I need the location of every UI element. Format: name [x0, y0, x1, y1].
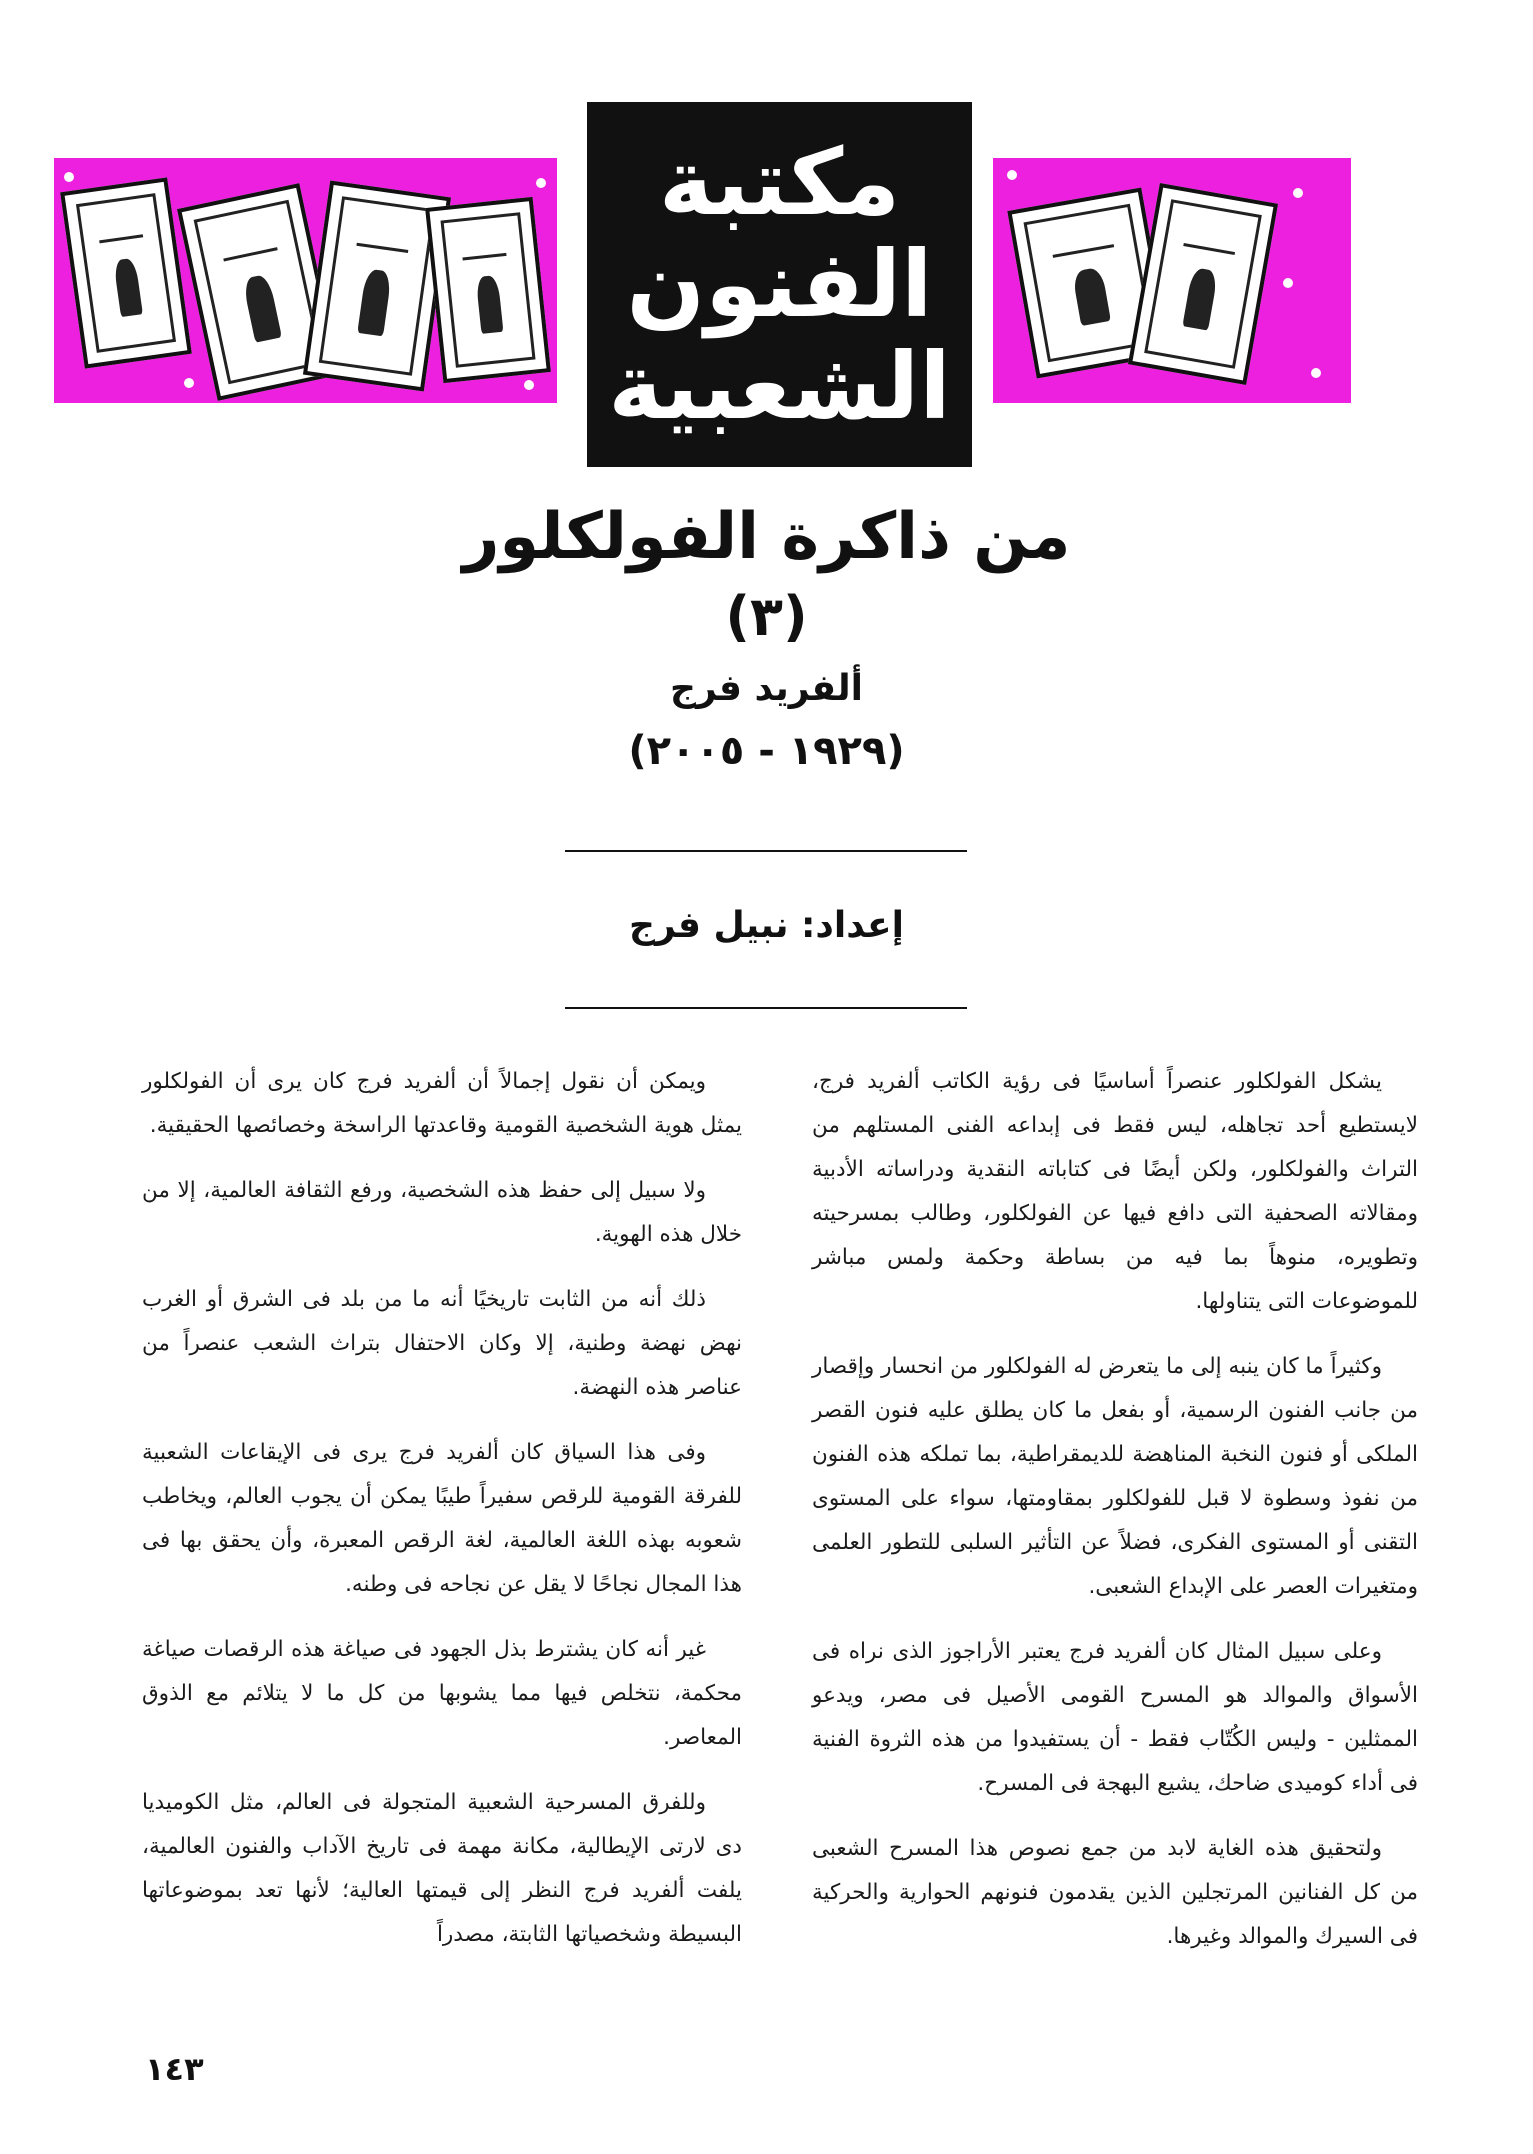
body-paragraph: يشكل الفولكلور عنصراً أساسيًا فى رؤية الكاتب ألفريد فرج، لايستطيع أحد تجاهله، ليس فقط فى إبداعه الفنى المستلهم من التراث والفولكلور، ولكن أيضًا فى كتاباته النقدية ودراساته الأدبية ومقالاته الصحفية التى دافع فيها عن الفولكلور، وطالب بمسرحيته وتطويره، منوهاً بما فيه من بساطة وحكمة ولمس مباشر للموضوعات التى يتناولها.	[812, 1069, 1418, 1314]
series-logo-line: مكتبة	[658, 128, 901, 236]
article-title: من ذاكرة الفولكلور	[462, 500, 1071, 574]
body-column-left	[142, 1060, 742, 1978]
series-logo-line: الشعبية	[608, 332, 951, 440]
body-column-right	[812, 1060, 1418, 1980]
article-subject: ألفريد فرج	[670, 668, 863, 709]
body-paragraph: وعلى سبيل المثال كان ألفريد فرج يعتبر الأراجوز الذى نراه فى الأسواق والموالد هو المسرح القومى الأصيل فى مصر، ويدعو الممثلين - وليس الكُتّاب فقط - أن يستفيدوا من هذه الثروة الفنية فى أداء كوميدى ضاحك، يشيع البهجة فى المسرح.	[812, 1639, 1418, 1796]
decorative-dot	[1293, 188, 1303, 198]
body-paragraph: ويمكن أن نقول إجمالاً أن ألفريد فرج كان يرى أن الفولكلور يمثل هوية الشخصية القومية وقاعدتها الراسخة وخصائصها الحقيقية.	[142, 1069, 742, 1138]
series-logo	[587, 102, 972, 467]
body-paragraph: ولتحقيق هذه الغاية لابد من جمع نصوص هذا المسرح الشعبى من كل الفنانين المرتجلين الذين يقدمون فنونهم الحوارية والحركية فى السيرك والموالد وغيرها.	[812, 1836, 1418, 1949]
decorative-dot	[1007, 170, 1017, 180]
body-paragraph: ولا سبيل إلى حفظ هذه الشخصية، ورفع الثقافة العالمية، إلا من خلال هذه الهوية.	[142, 1178, 742, 1247]
page-number: ١٤٣	[145, 2050, 204, 2088]
decorative-dot	[1283, 278, 1293, 288]
prepared-by: إعداد: نبيل فرج	[629, 905, 904, 946]
body-paragraph: وكثيراً ما كان ينبه إلى ما يتعرض له الفولكلور من انحسار وإقصار من جانب الفنون الرسمية، أو بفعل ما كان يطلق عليه فنون القصر الملكى أو فنون النخبة المناهضة للديمقراطية، بما تملكه هذه الفنون من نفوذ وسطوة لا قبل للفولكلور بمقاومتها، سواء على المستوى التقنى أو المستوى الفكرى، فضلاً عن التأثير السلبى للتطور العلمى ومتغيرات العصر على الإبداع الشعبى.	[812, 1354, 1418, 1599]
decorative-dot	[64, 172, 74, 182]
decorative-banner-left	[54, 158, 557, 403]
article-part-number: (٣)	[725, 585, 808, 648]
decorative-dot	[524, 380, 534, 390]
decorative-dot	[1311, 368, 1321, 378]
decorative-dot	[536, 178, 546, 188]
series-logo-line: الفنون	[626, 230, 933, 338]
folk-card-illustration	[1128, 183, 1278, 385]
decorative-dot	[184, 378, 194, 388]
body-paragraph: ذلك أنه من الثابت تاريخيًا أنه ما من بلد فى الشرق أو الغرب نهض نهضة وطنية، إلا وكان الاحتفال بتراث الشعب عنصراً من عناصر هذه النهضة.	[142, 1287, 742, 1400]
folk-card-illustration	[60, 177, 192, 368]
body-paragraph: وللفرق المسرحية الشعبية المتجولة فى العالم، مثل الكوميديا دى لارتى الإيطالية، مكانة مهمة فى تاريخ الآداب والفنون العالمية، يلفت ألفريد فرج النظر إلى قيمتها العالية؛ لأنها تعد بموضوعاتها البسيطة وشخصياتها الثابتة، مصدراً	[142, 1790, 742, 1947]
body-paragraph: وفى هذا السياق كان ألفريد فرج يرى فى الإيقاعات الشعبية للفرقة القومية للرقص سفيراً طيبًا يمكن أن يجوب العالم، ويخاطب شعوبه بهذه اللغة العالمية، لغة الرقص المعبرة، وأن يحقق بها فى هذا المجال نجاحًا لا يقل عن نجاحه فى وطنه.	[142, 1440, 742, 1597]
divider-rule-bottom	[565, 1007, 967, 1009]
decorative-banner-right	[993, 158, 1351, 403]
body-paragraph: غير أنه كان يشترط بذل الجهود فى صياغة هذه الرقصات صياغة محكمة، نتخلص فيها مما يشوبها من كل ما لا يتلائم مع الذوق المعاصر.	[142, 1637, 742, 1750]
subject-years: (١٩٢٩ - ٢٠٠٥)	[628, 728, 905, 774]
divider-rule-top	[565, 850, 967, 852]
folk-card-illustration	[425, 197, 551, 383]
